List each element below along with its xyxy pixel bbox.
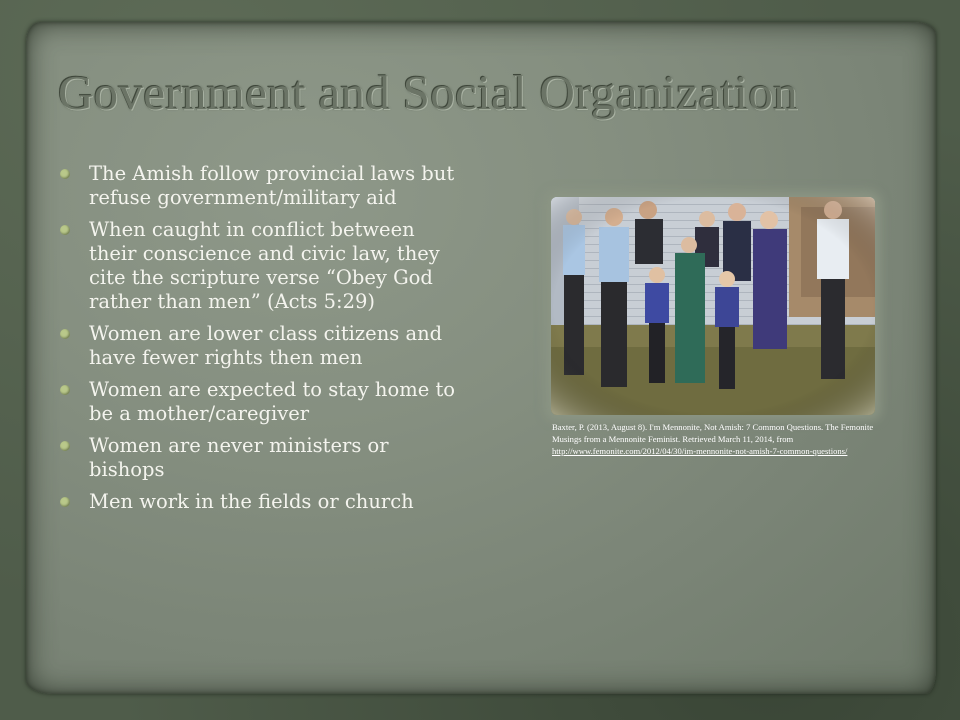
photo-caption	[552, 421, 882, 457]
bullet-text: When caught in conflict between their conscience and civic law, they cite the scripture verse “Obey God rather than men” (Acts 5:29)	[89, 218, 440, 313]
bullet-text: Men work in the fields or church	[89, 490, 414, 513]
bullet-item	[60, 218, 460, 314]
caption-citation: Baxter, P. (2013, August 8). I'm Mennonite, Not Amish: 7 Common Questions. The Femonite Musings from a Mennonite Feminist. Retrieved March 11, 2014, from	[552, 422, 874, 444]
bullet-icon	[60, 225, 70, 235]
bullet-icon	[60, 169, 70, 179]
caption-link[interactable]: http://www.femonite.com/2012/04/30/im-mennonite-not-amish-7-common-questions/	[552, 446, 848, 456]
family-photo-illustration	[551, 197, 875, 415]
bullet-item	[60, 490, 460, 514]
bullet-icon	[60, 497, 70, 507]
bullet-item	[60, 378, 460, 426]
bullet-text: Women are never ministers or bishops	[89, 434, 389, 481]
bullet-item	[60, 322, 460, 370]
bullet-text: Women are lower class citizens and have fewer rights then men	[89, 322, 443, 369]
bullet-text: Women are expected to stay home to be a mother/caregiver	[89, 378, 456, 425]
slide-title: Government and Social Organization	[58, 65, 799, 120]
bullet-icon	[60, 385, 70, 395]
bullet-text: The Amish follow provincial laws but refuse government/military aid	[89, 162, 455, 209]
family-photo	[551, 197, 875, 415]
bullet-icon	[60, 329, 70, 339]
bullet-item	[60, 162, 460, 210]
bullet-list	[60, 162, 460, 522]
bullet-item	[60, 434, 460, 482]
bullet-icon	[60, 441, 70, 451]
